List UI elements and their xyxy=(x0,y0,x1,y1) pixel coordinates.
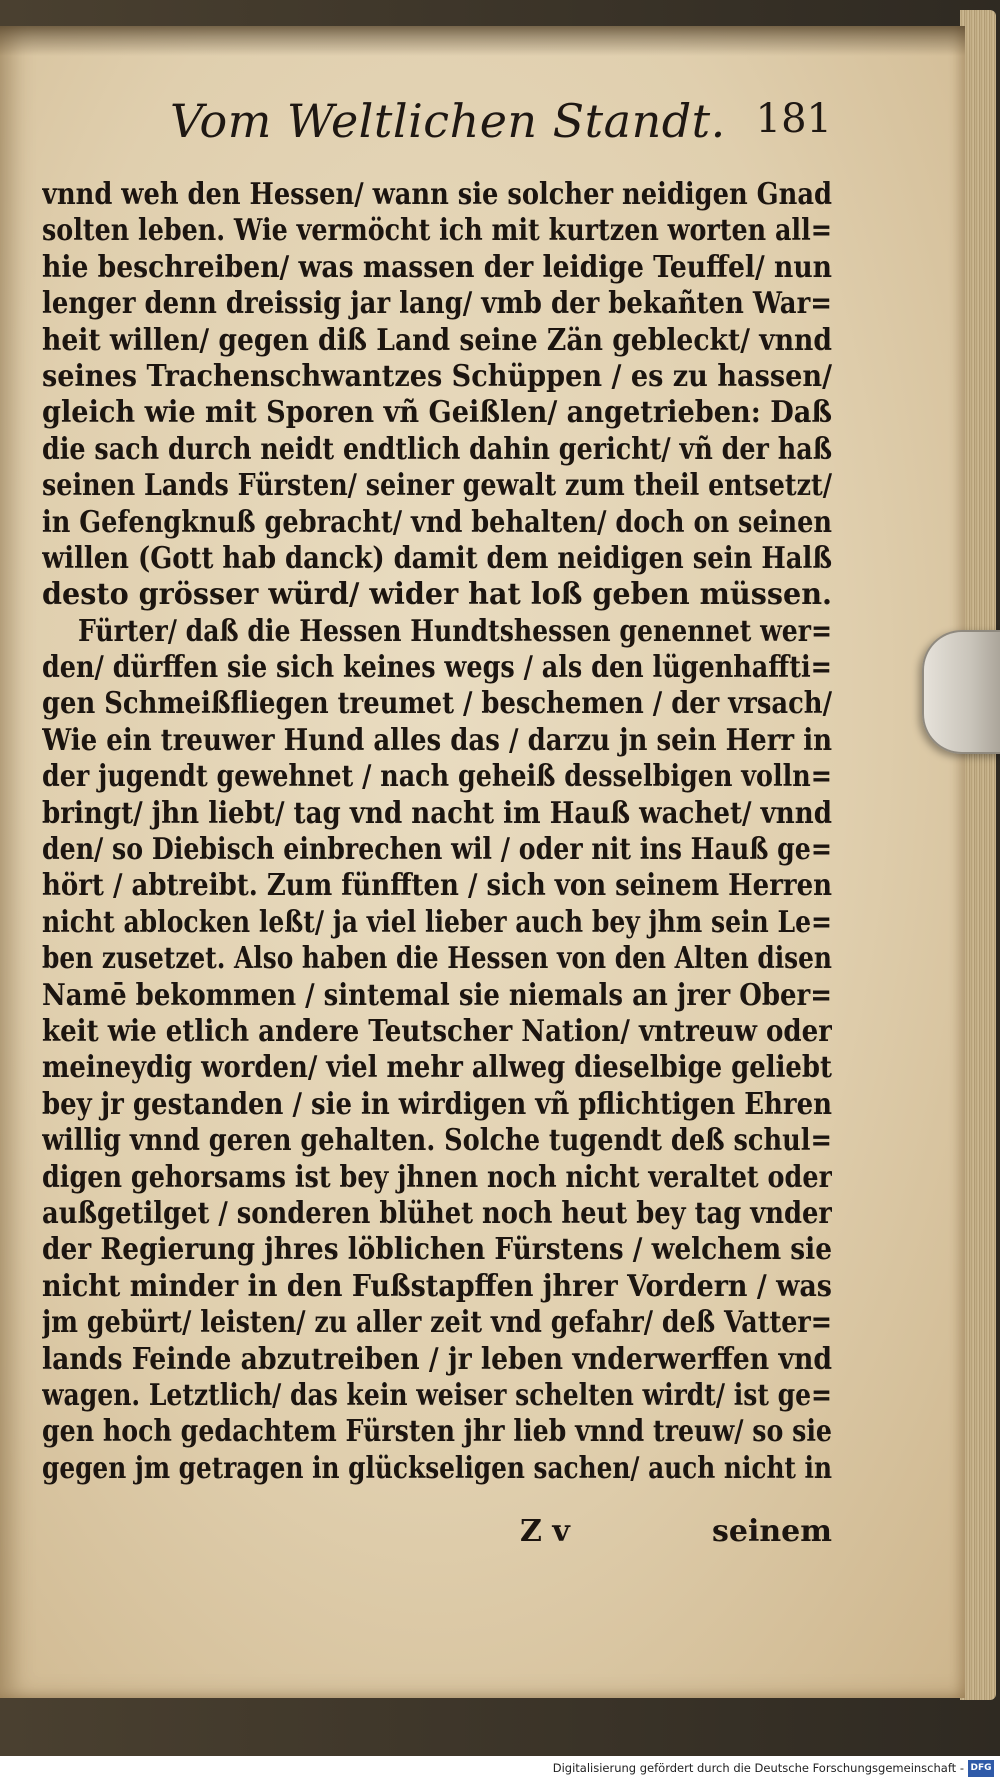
text-line: seinen Lands Fürsten/ seiner gewalt zum theil entsetzt/ xyxy=(42,467,832,503)
text-line: lands Feinde abzutreiben / jr leben vnderwerffen vnd xyxy=(42,1340,832,1376)
text-line: nicht ablocken leßt/ ja viel lieber auch bey jhm sein Le= xyxy=(42,903,832,939)
text-line: meineydig worden/ viel mehr allweg dieselbige geliebt xyxy=(42,1049,832,1085)
page-foot xyxy=(42,1514,832,1554)
text-line: Wie ein treuwer Hund alles das / darzu jn sein Herr in xyxy=(42,721,832,757)
text-line: Fürter/ daß die Hessen Hundtshessen genennet wer= xyxy=(78,612,832,648)
book-page xyxy=(0,26,965,1698)
text-line: gleich wie mit Sporen vñ Geißlen/ angetrieben: Daß xyxy=(42,394,832,430)
text-line: der jugendt gewehnet / nach geheiß desselbigen volln= xyxy=(42,758,832,794)
dfg-logo: DFG xyxy=(968,1760,994,1777)
text-line: gegen jm getragen in glückseligen sachen/ auch nicht in xyxy=(42,1449,832,1485)
text-line: gen Schmeißfliegen treumet / beschemen / der vrsach/ xyxy=(42,685,832,721)
text-line: den/ so Diebisch einbrechen wil / oder nit ins Hauß ge= xyxy=(42,831,832,867)
text-line: der Regierung jhres löblichen Fürstens / welchem sie xyxy=(42,1231,832,1267)
text-line: außgetilget / sonderen blühet noch heut bey tag vnder xyxy=(42,1194,832,1230)
text-line: hört / abtreibt. Zum fünfften / sich von seinem Herren xyxy=(42,867,832,903)
text-line: seines Trachenschwantzes Schüppen / es zu hassen/ xyxy=(42,357,832,393)
page-clip xyxy=(922,630,1000,754)
text-line: ben zusetzet. Also haben die Hessen von den Alten disen xyxy=(42,940,832,976)
text-block xyxy=(42,176,832,1486)
text-line: desto grösser würd/ wider hat loß geben müssen. xyxy=(42,576,832,612)
catchword: seinem xyxy=(711,1514,832,1549)
running-head-title: Vom Weltlichen Standt. xyxy=(170,94,726,148)
text-line: die sach durch neidt endtlich dahin gericht/ vñ der haß xyxy=(42,430,832,466)
running-head xyxy=(170,94,850,164)
footer-credit: Digitalisierung gefördert durch die Deutsche Forschungsgemeinschaft - xyxy=(552,1761,964,1775)
text-line: solten leben. Wie vermöcht ich mit kurtzen worten all= xyxy=(42,212,832,248)
text-line: digen gehorsams ist bey jhnen noch nicht veraltet oder xyxy=(42,1158,832,1194)
text-line: heit willen/ gegen diß Land seine Zän gebleckt/ vnnd xyxy=(42,321,832,357)
text-line: vnnd weh den Hessen/ wann sie solcher neidigen Gnad xyxy=(42,176,832,211)
text-line: bey jr gestanden / sie in wirdigen vñ pflichtigen Ehren xyxy=(42,1085,832,1121)
text-line: den/ dürffen sie sich keines wegs / als den lügenhaffti= xyxy=(42,649,832,685)
signature-mark: Z v xyxy=(520,1514,570,1549)
footer-bar xyxy=(0,1756,1000,1782)
text-line: in Gefengknuß gebracht/ vnd behalten/ doch on seinen xyxy=(42,503,832,539)
text-line: nicht minder in den Fußstapffen jhrer Vordern / was xyxy=(42,1267,832,1303)
page-number: 181 xyxy=(755,96,832,142)
page-edges xyxy=(960,10,996,1700)
page-shadow xyxy=(0,26,965,56)
text-line: willen (Gott hab danck) damit dem neidigen sein Halß xyxy=(42,539,832,575)
text-line: Namē bekommen / sintemal sie niemals an jrer Ober= xyxy=(42,976,832,1012)
text-line: jm gebürt/ leisten/ zu aller zeit vnd gefahr/ deß Vatter= xyxy=(42,1304,832,1340)
text-line: bringt/ jhn liebt/ tag vnd nacht im Hauß wachet/ vnnd xyxy=(42,794,832,830)
text-line: willig vnnd geren gehalten. Solche tugendt deß schul= xyxy=(42,1122,832,1158)
text-line: keit wie etlich andere Teutscher Nation/ vntreuw oder xyxy=(42,1012,832,1048)
text-line: wagen. Letztlich/ das kein weiser schelten wirdt/ ist ge= xyxy=(42,1376,832,1412)
text-line: lenger denn dreissig jar lang/ vmb der bekañten War= xyxy=(42,285,832,321)
text-line: gen hoch gedachtem Fürsten jhr lieb vnnd treuw/ so sie xyxy=(42,1413,832,1449)
text-line: hie beschreiben/ was massen der leidige Teuffel/ nun xyxy=(42,248,832,284)
